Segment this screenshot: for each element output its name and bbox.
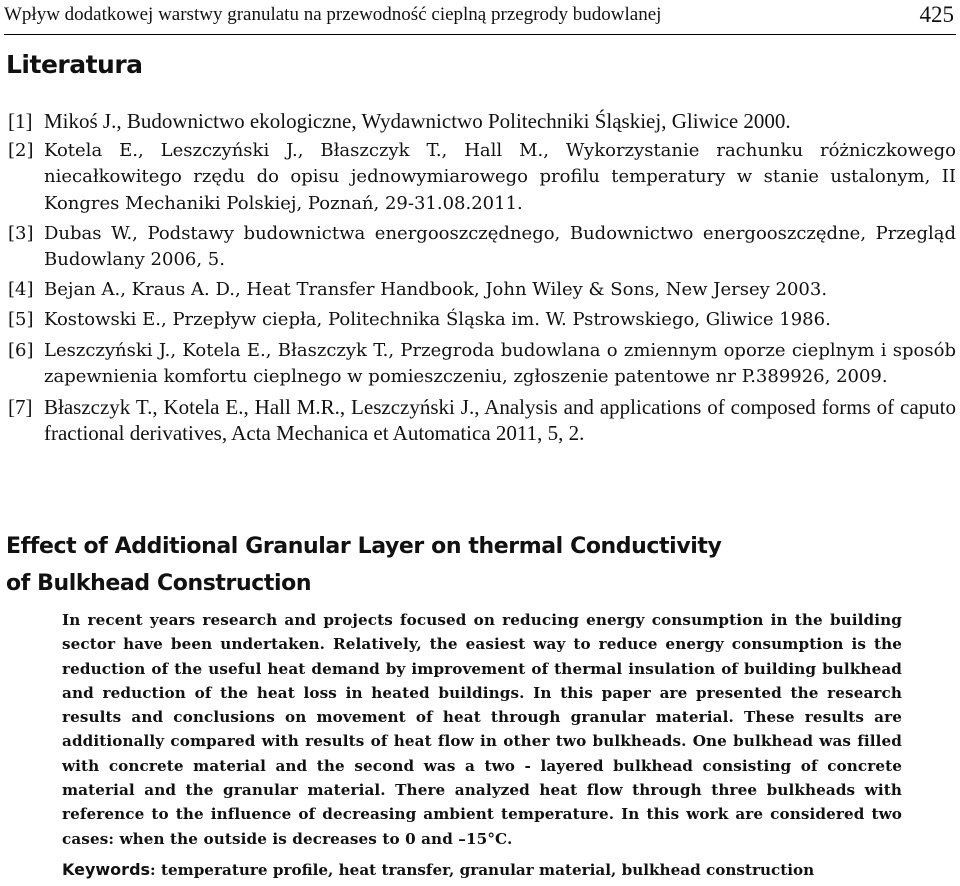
english-title-line-1: Effect of Additional Granular Layer on thermal Conductivity <box>6 534 722 559</box>
english-title <box>6 528 906 602</box>
reference-item <box>8 138 956 217</box>
reference-text: Kotela E., Leszczyński J., Błaszczyk T., Hall M., Wykorzystanie rachunku różniczkowego niecałkowitego rzędu do opisu jednowymiarowego profilu temperatury w stanie ustalonym, II Kongres Mechaniki Polskiej, Poznań, 29-31.08.2011. <box>44 140 956 214</box>
running-header <box>4 0 956 35</box>
reference-item <box>8 108 956 134</box>
reference-item <box>8 277 956 303</box>
keywords-line <box>62 858 952 883</box>
reference-text: Mikoś J., Budownictwo ekologiczne, Wydawnictwo Politechniki Śląskiej, Gliwice 2000. <box>44 109 791 133</box>
keywords-label: Keywords <box>62 860 151 879</box>
reference-number: [3] <box>8 222 34 244</box>
reference-number: [5] <box>8 309 34 331</box>
reference-text: Leszczyński J., Kotela E., Błaszczyk T., Przegroda budowlana o zmiennym oporze cieplnym i sposób zapewnienia komfortu cieplnego w pomieszczeniu, zgłoszenie patentowe nr P.389926, 2009. <box>44 339 956 387</box>
references-heading: Literatura <box>6 50 143 79</box>
english-title-line-2: of Bulkhead Construction <box>6 571 312 596</box>
reference-number: [1] <box>8 109 33 133</box>
reference-text: Błaszczyk T., Kotela E., Hall M.R., Leszczyński J., Analysis and applications of composed forms of caputo fractional derivatives, Acta Mechanica et Automatica 2011, 5, 2. <box>44 395 956 446</box>
reference-item <box>8 307 956 333</box>
reference-number: [7] <box>8 395 33 420</box>
reference-item <box>8 338 956 390</box>
running-title: Wpływ dodatkowej warstwy granulatu na przewodność cieplną przegrody budowlanej <box>4 4 662 25</box>
reference-number: [2] <box>8 140 34 162</box>
page-number: 425 <box>919 2 954 27</box>
reference-number: [6] <box>8 339 34 361</box>
reference-number: [4] <box>8 279 34 301</box>
reference-text: Kostowski E., Przepływ ciepła, Politechnika Śląska im. W. Pstrowskiego, Gliwice 1986. <box>44 309 831 331</box>
reference-list <box>8 108 956 450</box>
abstract-text: In recent years research and projects focused on reducing energy consumption in the building sector have been undertaken. Relatively, the easiest way to reduce energy consumption is the reduction of the useful heat demand by improvement of thermal insulation of building bulkhead and reduction of the heat loss in heated buildings. In this paper are presented the research results and conclusions on movement of heat through granular material. These results are additionally compared with results of heat flow in other two bulkheads. One bulkhead was filled with concrete material and the second was a two - layered bulkhead consisting of concrete material and the granular material. There analyzed heat flow through three bulkheads with reference to the influence of decreasing ambient temperature. In this work are considered two cases: when the outside is decreases to 0 and –15°C. <box>62 611 902 848</box>
reference-item <box>8 221 956 273</box>
reference-text: Dubas W., Podstawy budownictwa energooszczędnego, Budownictwo energooszczędne, Przegląd Budowlany 2006, 5. <box>44 222 956 271</box>
reference-text: Bejan A., Kraus A. D., Heat Transfer Handbook, John Wiley & Sons, New Jersey 2003. <box>44 279 828 301</box>
keywords-text: : temperature profile, heat transfer, granular material, bulkhead construction <box>150 861 815 879</box>
reference-item <box>8 394 956 446</box>
